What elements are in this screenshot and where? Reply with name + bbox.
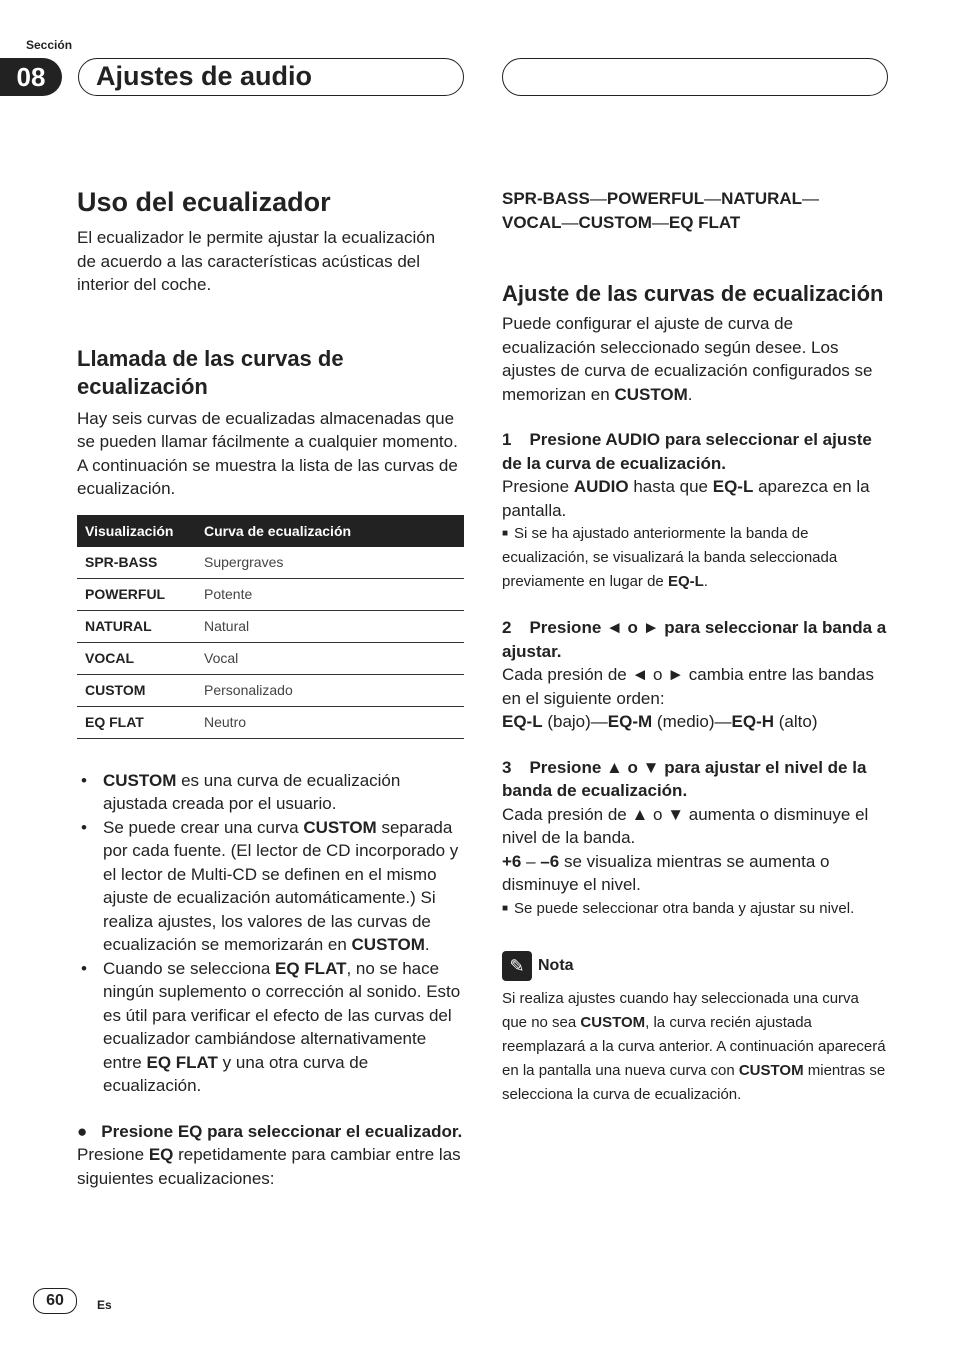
table-row (77, 642, 464, 674)
table-cell: VOCAL (77, 642, 196, 674)
note-text: Si realiza ajustes cuando hay seleccionada una curva que no sea CUSTOM, la curva recién ajustada reemplazará a la curva anterior. A continuación aparecerá en la pantalla una nueva curva con CUSTOM mientras se selecciona la curva de ecualización. (502, 989, 886, 1103)
section-label: Sección (26, 38, 73, 52)
table-cell: Supergraves (196, 547, 464, 579)
language-label: Es (97, 1298, 112, 1312)
step-select-eq-text: Presione EQ repetidamente para cambiar entre las siguientes ecualizaciones: (77, 1145, 461, 1188)
notes-list (77, 769, 467, 1098)
list-item: • CUSTOM es una curva de ecualización ajustada creada por el usuario. (81, 770, 401, 813)
table-row (77, 674, 464, 706)
subsection-text-adjust: Puede configurar el ajuste de curva de ecualización seleccionado según desee. Los ajustes de curva de ecualización configurados se memorizan en CUSTOM. (502, 314, 873, 404)
table-cell: CUSTOM (77, 674, 196, 706)
square-bullet-icon: ■ (502, 528, 509, 539)
table-row (77, 578, 464, 610)
left-column (77, 186, 467, 1190)
subsection-title-recall: Llamada de las curvas de ecualización (77, 345, 344, 399)
step-3-note: ■ Se puede seleccionar otra banda y ajustar su nivel. (502, 899, 855, 917)
subsection-title-adjust: Ajuste de las curvas de ecualización (502, 281, 884, 306)
page-number: 60 (33, 1288, 77, 1314)
table-row (77, 706, 464, 738)
table-header-display: Visualización (77, 515, 196, 547)
section-frame-right (502, 58, 888, 96)
table-cell: Potente (196, 578, 464, 610)
section-number-badge: 08 (0, 58, 62, 96)
table-cell: POWERFUL (77, 578, 196, 610)
step-2-text: Cada presión de ◄ o ► cambia entre las bandas en el siguiente orden: (502, 665, 874, 708)
table-cell: Vocal (196, 642, 464, 674)
note-heading: ✎ Nota (502, 951, 887, 981)
table-cell: SPR-BASS (77, 547, 196, 579)
table-header-curve: Curva de ecualización (196, 515, 464, 547)
table-cell: Neutro (196, 706, 464, 738)
step-2-order: EQ-L (bajo)—EQ-M (medio)—EQ-H (alto) (502, 712, 818, 731)
intro-text: El ecualizador le permite ajustar la ecualización de acuerdo a las características acústicas del interior del coche. (77, 228, 436, 294)
subsection-text-recall: Hay seis curvas de ecualizadas almacenadas que se pueden llamar fácilmente a cualquier momento. A continuación se muestra la lista de las curvas de ecualización. (77, 408, 458, 498)
table-row (77, 547, 464, 579)
square-bullet-icon: ■ (502, 902, 509, 914)
step-select-eq: ● Presione EQ para seleccionar el ecualizador. (77, 1121, 463, 1141)
note-pencil-icon: ✎ (502, 951, 532, 981)
step-2-title: 2 Presione ◄ o ► para seleccionar la banda a ajustar. (502, 618, 887, 661)
bullet-icon: ● (77, 1121, 88, 1141)
page-title: Uso del ecualizador (77, 187, 331, 217)
list-item: • Cuando se selecciona EQ FLAT, no se hace ningún suplemento o corrección al sonido. Esto es útil para verificar el efecto de las curvas del ecualizador cambiándose alternativamente entre EQ FLAT y una otra curva de ecualización. (81, 958, 461, 1095)
step-1-note: ■ Si se ha ajustado anteriormente la banda de ecualización, se visualizará la banda seleccionada previamente en lugar de EQ-L. (502, 525, 838, 590)
step-1-text: Presione AUDIO hasta que EQ-L aparezca en la pantalla. (502, 477, 870, 520)
right-column (502, 187, 887, 1107)
eq-sequence: SPR-BASS—POWERFUL—NATURAL— VOCAL—CUSTOM—EQ FLAT (502, 189, 820, 232)
step-3-range: +6 – –6 se visualiza mientras se aumenta o disminuye el nivel. (502, 851, 830, 894)
eq-curve-table (77, 515, 464, 739)
step-1-title: 1 Presione AUDIO para seleccionar el ajuste de la curva de ecualización. (502, 430, 872, 473)
table-cell: EQ FLAT (77, 706, 196, 738)
step-3-text: Cada presión de ▲ o ▼ aumenta o disminuye el nivel de la banda. (502, 804, 869, 847)
table-cell: Personalizado (196, 674, 464, 706)
list-item: • Se puede crear una curva CUSTOM separada por cada fuente. (El lector de CD incorporado y el lector de Multi-CD se definen en el mismo ajuste de ecualización automáticamente.) Si realiza ajustes, los valores de las curvas de ecualización se memorizarán en CUSTOM. (81, 817, 459, 954)
step-3-title: 3 Presione ▲ o ▼ para ajustar el nivel de la banda de ecualización. (502, 757, 867, 800)
section-title: Ajustes de audio (96, 61, 313, 91)
table-cell: NATURAL (77, 610, 196, 642)
table-cell: Natural (196, 610, 464, 642)
table-row (77, 610, 464, 642)
